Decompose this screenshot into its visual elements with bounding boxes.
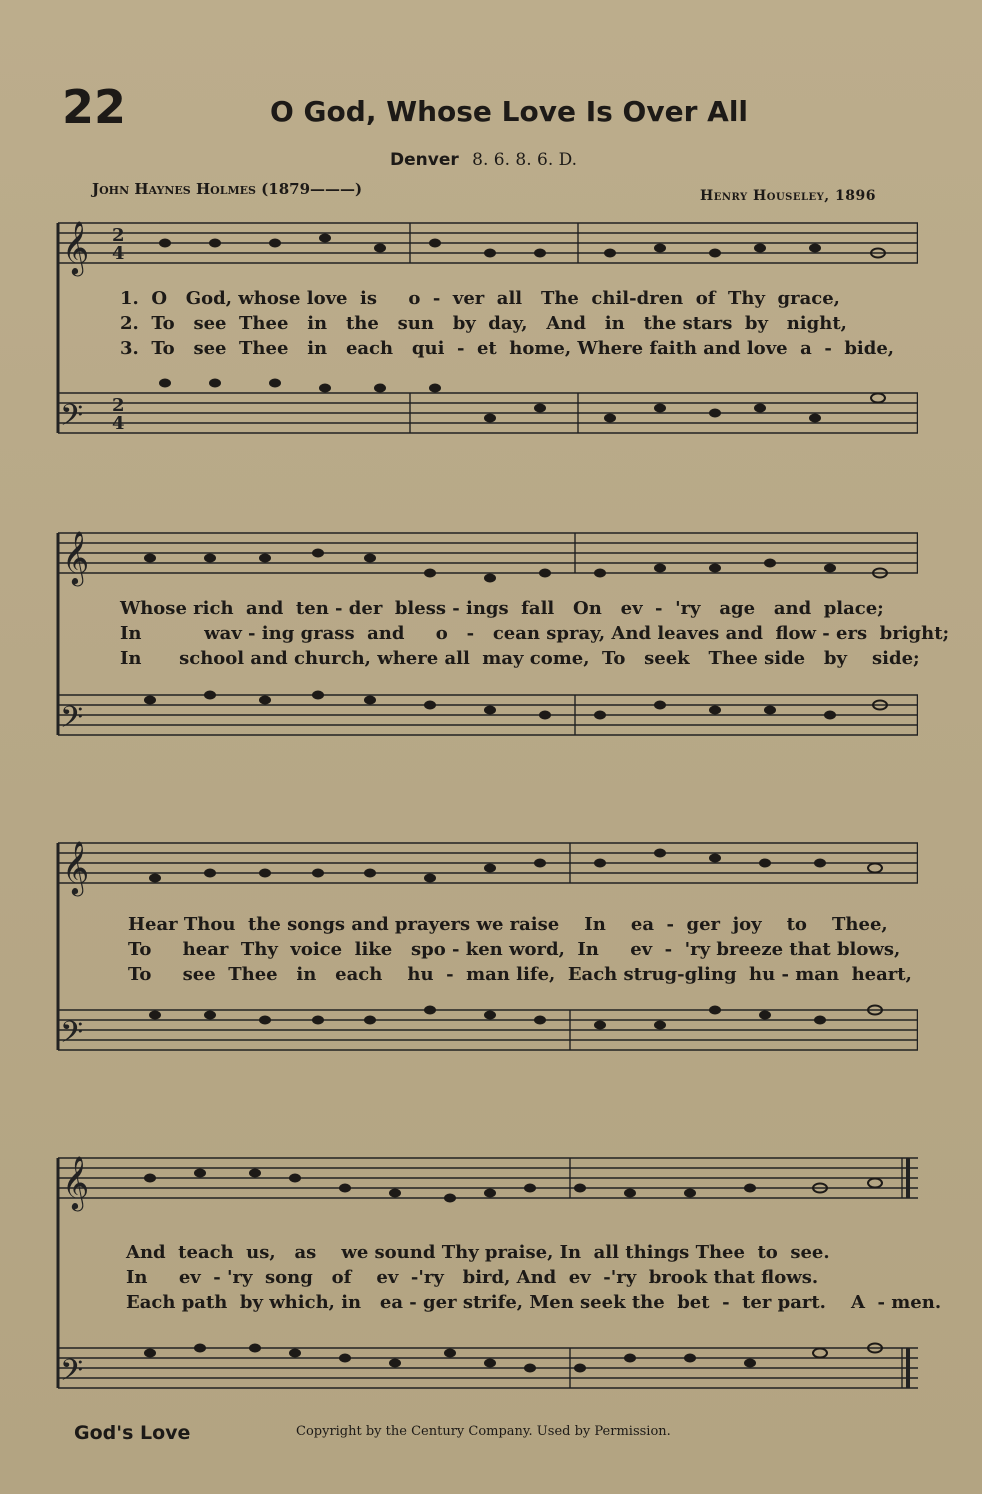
svg-text:𝄞: 𝄞 [62,840,90,894]
hymn-title: O God, Whose Love Is Over All [270,95,749,128]
svg-text:4: 4 [112,413,125,434]
lyric-line-1-3: 3. To see Thee in each qui - et home, Where faith and love a - bide, [120,338,895,359]
lyric-line-3-2: To hear Thy voice like spo - ken word, In ev - 'ry breeze that blows, [128,939,901,960]
author-credit: John Haynes Holmes (1879———) [92,180,363,198]
svg-text:4: 4 [112,243,125,264]
section-label: God's Love [74,1422,191,1444]
svg-text:𝄞: 𝄞 [62,530,90,584]
hymn-number: 22 [62,80,127,134]
tune-name: Denver [390,150,459,170]
lyric-line-1-1: 1. O God, whose love is o - ver all The chil-dren of Thy grace, [120,288,840,309]
lyric-line-3-3: To see Thee in each hu - man life, Each strug-gling hu - man heart, [128,964,912,985]
svg-text:𝄞: 𝄞 [62,1155,90,1209]
svg-text:2: 2 [112,395,125,416]
composer-credit: Henry Houseley, 1896 [700,188,877,204]
lyric-line-4-2: In ev - 'ry song of ev -'ry bird, And ev -'ry brook that flows. [126,1267,819,1288]
svg-text:2: 2 [112,225,125,246]
svg-text:𝄞: 𝄞 [62,220,90,274]
lyric-line-3-1: Hear Thou the songs and prayers we raise In ea - ger joy to Thee, [128,914,888,935]
svg-text:𝄢: 𝄢 [60,1354,84,1395]
lyric-line-4-3: Each path by which, in ea - ger strife, Men seek the bet - ter part. A - men. [126,1292,942,1313]
lyric-line-4-1: And teach us, as we sound Thy praise, In all things Thee to see. [126,1242,830,1263]
copyright-notice: Copyright by the Century Company. Used by Permission. [296,1424,671,1439]
meter: 8. 6. 8. 6. D. [472,150,578,170]
svg-text:𝄢: 𝄢 [60,1016,84,1057]
svg-text:𝄢: 𝄢 [60,701,84,742]
tune-info [390,150,577,170]
lyric-line-2-2: In wav - ing grass and o - cean spray, And leaves and flow - ers bright; [120,623,950,644]
svg-text:𝄢: 𝄢 [60,399,84,440]
lyric-line-1-2: 2. To see Thee in the sun by day, And in the stars by night, [120,313,847,334]
lyric-line-2-1: Whose rich and ten - der bless - ings fall On ev - 'ry age and place; [120,598,884,619]
lyric-line-2-3: In school and church, where all may come, To seek Thee side by side; [120,648,920,669]
